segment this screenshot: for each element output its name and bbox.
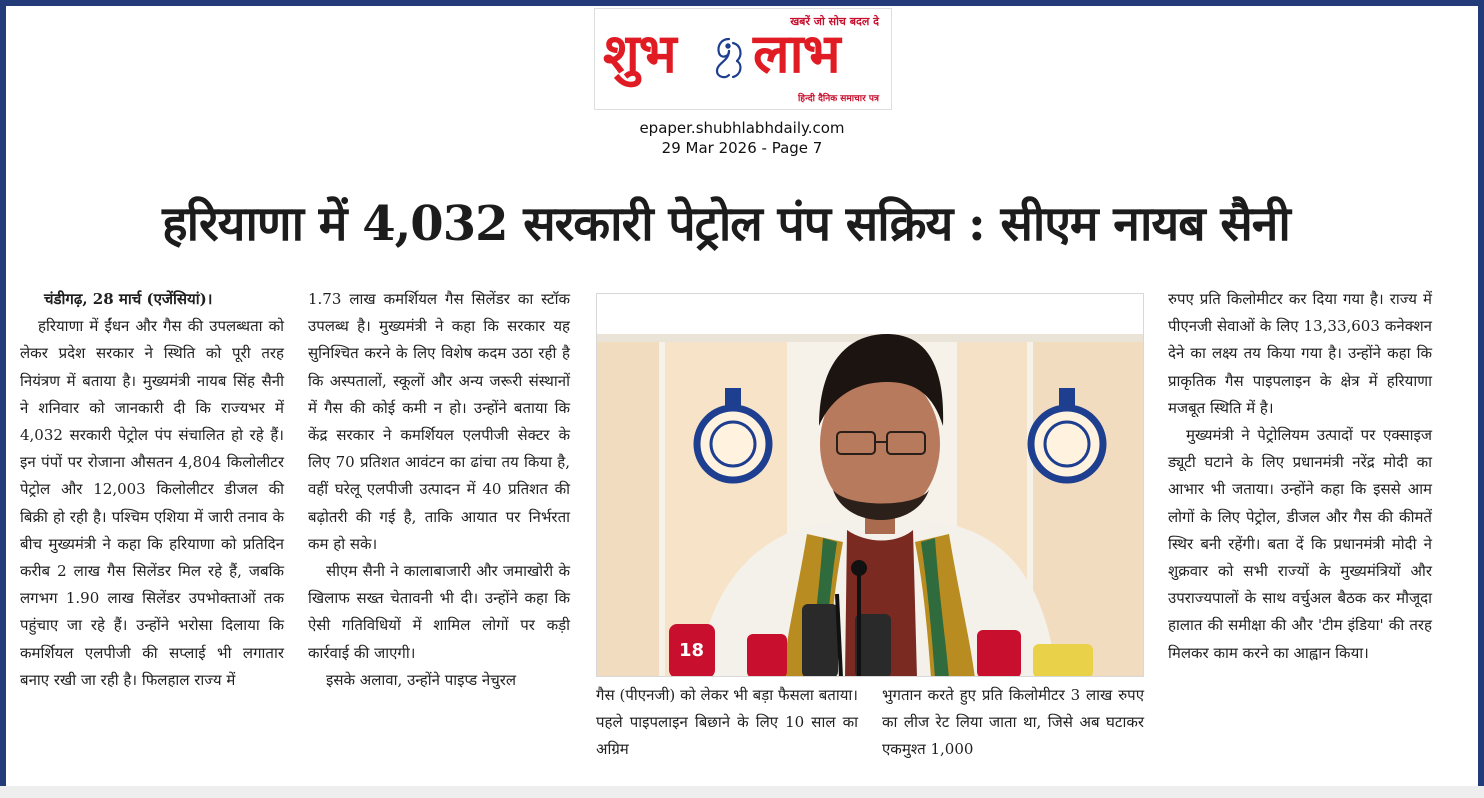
article-paragraph: इसके अलावा, उन्होंने पाइप्ड नेचुरल: [326, 670, 517, 689]
bottom-strip: [0, 786, 1484, 798]
masthead-tagline: खबरें जो सोच बदल दे: [790, 15, 879, 28]
logo-word-shubh: शुभ: [603, 22, 676, 85]
article-paragraph: गैस (पीएनजी) को लेकर भी बड़ा फैसला बताया। पहले पाइपलाइन बिछाने के लिए 10 साल का अग्रिम: [596, 686, 858, 759]
article-column-1: [20, 286, 284, 694]
article-paragraph: सीएम सैनी ने कालाबाजारी और जमाखोरी के खिलाफ सख्त चेतावनी भी दी। उन्होंने कहा कि ऐसी गतिविधियों में शामिल लोगों पर कड़ी कार्रवाई की जाएगी।: [308, 562, 570, 662]
masthead-logo: [594, 8, 892, 110]
mic-flag-label: 18: [679, 640, 705, 661]
article-column-3-right: [882, 682, 1144, 764]
article-photo: [596, 293, 1144, 677]
ganesha-emblem-icon: [709, 35, 749, 85]
article-paragraph: भुगतान करते हुए प्रति किलोमीटर 3 लाख रुपए का लीज रेट लिया जाता था, जिसे अब घटाकर एकमुश्त 1,000: [882, 686, 1144, 759]
article-column-3-left: [596, 682, 858, 764]
article-column-2: [308, 286, 570, 694]
article-paragraph: मुख्यमंत्री ने पेट्रोलियम उत्पादों पर एक्साइज ड्यूटी घटाने के लिए प्रधानमंत्री नरेंद्र मोदी का आभार भी जताया। उन्होंने कहा कि इससे आम लोगों के लिए पेट्रोल, डीजल और गैस की कीमतें स्थिर बनी रहेंगी। बता दें कि प्रधानमंत्री मोदी ने शुक्रवार को सभी राज्यों के मुख्यमंत्रियों और उपराज्यपालों के साथ वर्चुअल बैठक कर मौजूदा हालात की समीक्षा की और 'टीम इंडिया' की तरह मिलकर काम करने का आह्वान किया।: [1168, 426, 1432, 662]
masthead-subtitle: हिन्दी दैनिक समाचार पत्र: [797, 94, 879, 104]
article-paragraph: हरियाणा में ईंधन और गैस की उपलब्धता को लेकर प्रदेश सरकार ने स्थिति को पूरी तरह नियंत्रण में बताया है। मुख्यमंत्री नायब सिंह सैनी ने शनिवार को जानकारी दी कि राज्यभर में 4,032 सरकारी पेट्रोल पंप संचालित हो रहे हैं। इन पंपों पर रोजाना औसतन 4,804 किलोलीटर पेट्रोल और 12,003 किलोलीटर डीजल की बिक्री हो रही है। पश्चिम एशिया में जारी तनाव के बीच मुख्यमंत्री ने कहा कि हरियाणा को प्रतिदिन करीब 2 लाख गैस सिलेंडर मिल रहे हैं, जबकि लगभग 1.90 लाख सिलेंडर उपभोक्ताओं तक पहुंचाए जा रहे हैं। उन्होंने भरोसा दिलाया कि कमर्शियल एलपीजी की सप्लाई भी लगातार बनाए रखी जा रही है। फिलहाल राज्य में: [20, 317, 284, 689]
source-url: epaper.shubhlabhdaily.com: [639, 119, 845, 137]
article-column-4: [1168, 286, 1432, 667]
source-date-page: 29 Mar 2026 - Page 7: [661, 139, 823, 157]
article-paragraph: 1.73 लाख कमर्शियल गैस सिलेंडर का स्टॉक उपलब्ध है। मुख्यमंत्री ने कहा कि सरकार यह सुनिश्चित करने के लिए विशेष कदम उठा रही है कि अस्पतालों, स्कूलों और अन्य जरूरी संस्थानों में गैस की कोई कमी न हो। उन्होंने बताया कि केंद्र सरकार ने कमर्शियल एलपीजी सेक्टर के लिए 70 प्रतिशत आवंटन का ढांचा तय किया है, वहीं घरेलू एलपीजी उत्पादन में 40 प्रतिशत की बढ़ोतरी की गई है, ताकि आयात पर निर्भरता कम हो सके।: [308, 290, 570, 553]
article-dateline: चंडीगढ़, 28 मार्च (एजेंसियां)।: [44, 290, 213, 308]
logo-word-labh: लाभ: [753, 22, 840, 85]
article-paragraph: रुपए प्रति किलोमीटर कर दिया गया है। राज्य में पीएनजी सेवाओं के लिए 13,33,603 कनेक्शन देने का लक्ष्य तय किया गया है। उन्होंने कहा कि प्राकृतिक गैस पाइपलाइन के क्षेत्र में हरियाणा मजबूत स्थिति में है।: [1168, 290, 1432, 417]
article-headline: हरियाणा में 4,032 सरकारी पेट्रोल पंप सक्रिय : सीएम नायब सैनी: [162, 196, 1290, 252]
